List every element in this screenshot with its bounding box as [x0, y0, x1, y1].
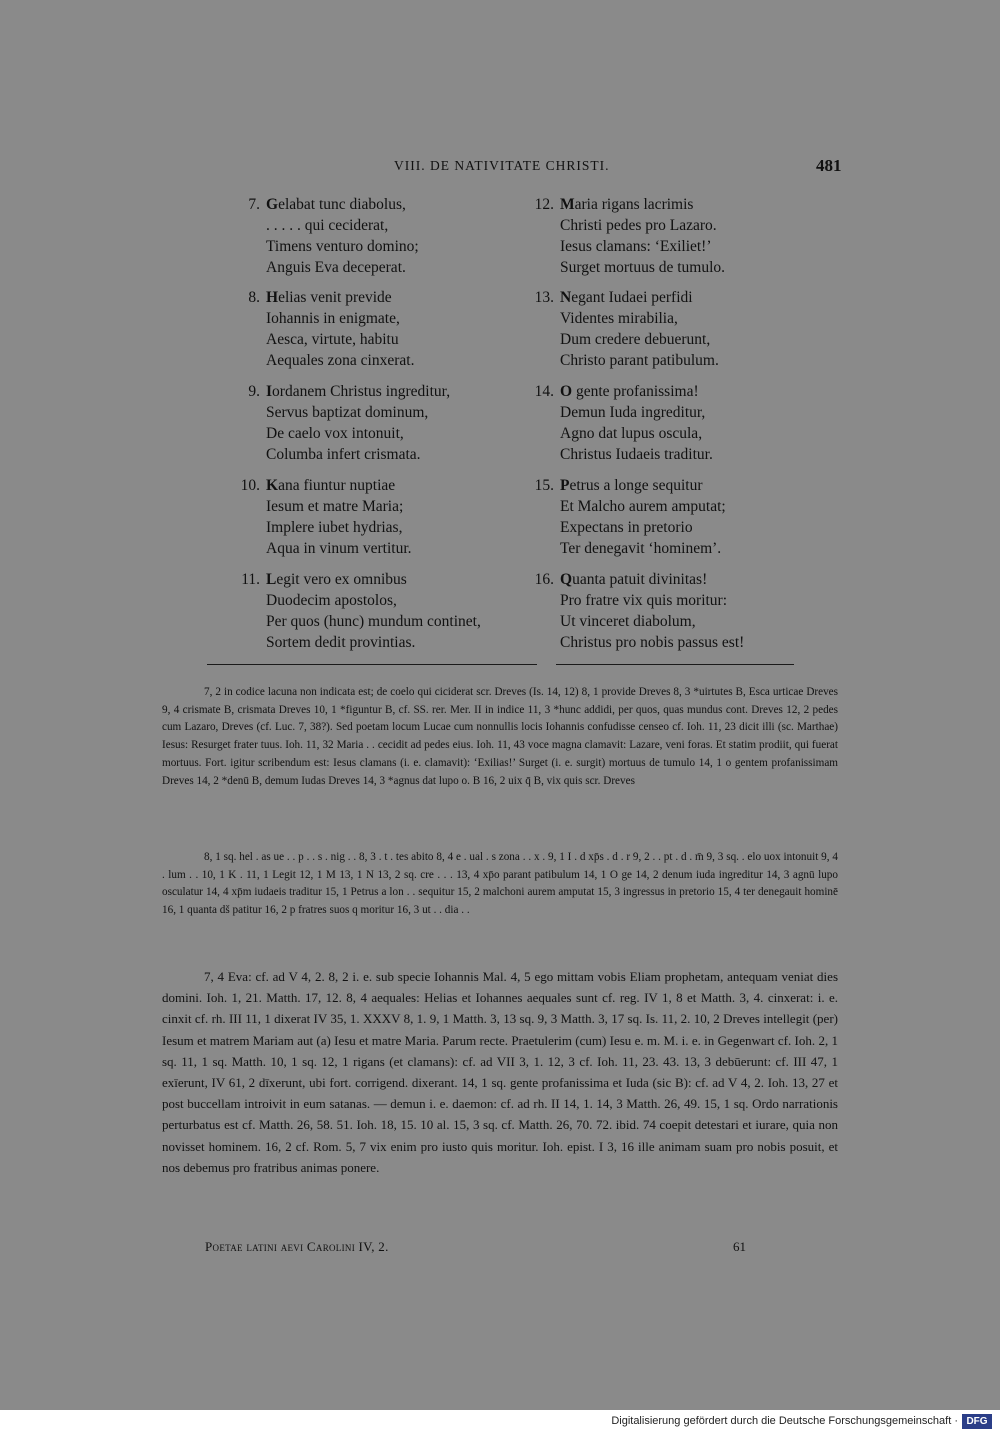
verse-line: Iesus clamans: ‘Exiliet!’ [560, 238, 712, 255]
verse-line: Duodecim apostolos, [266, 592, 397, 609]
running-title: VIII. DE NATIVITATE CHRISTI. [394, 158, 610, 173]
divider-right [556, 664, 794, 665]
notes-text: 7, 4 Eva: cf. ad V 4, 2. 8, 2 i. e. sub specie Iohannis Mal. 4, 5 ego mittam vobis Eliam prophetam, antequam veniat dies domini. Ioh. 1, 21. Matth. 17, 12. 8, 4 aequales: Helias et Iohannes aequales sunt cf. reg. IV 1, 8 et Matth. 3, 4. cinxerat: i. e. cinxit cf. rh. III 11, 1 dixerat IV 35, 1. XXXV 8, 1. 9, 1 Matth. 3, 13 sq. 9, 3 Matth. 3, 17 sq. Is. 11, 2. 10, 2 Dreves intellegit (per) Iesum et matrem Mariam aut (a) Iesu et matre Maria. Parum recte. Praetulerim (cum) Iesu e. m. M. i. e. in Gegenwart cf. Ioh. 2, 1 sq. 11, 1 sq. Matth. 10, 1 sq. 12, 1 rigans (et clamans): cf. ad VII 3, 1. 12, 3 cf. Ioh. 11, 23. 43. 13, 3 debūerunt: cf. III 47, 1 exīerunt, IV 61, 2 dīxerunt, ubi fort. corrigend. dixerant. 14, 1 sq. gente profanissima et Iuda (sic B): cf. ad V 4, 2. Ioh. 13, 27 et post buccellam introivit in eum satanas. — demun i. e. daemon: cf. ad rh. II 14, 1. 14, 3 Matth. 26, 49. 15, 1 sq. Ordo narrationis perturbatus est cf. Matth. 26, 58. 51. Ioh. 18, 15. 10 al. 15, 3 sq. cf. Matth. 26, 70. 72. ibid. 74 coepit detestari et iurare, quia non novisset hominem. 16, 2 cf. Rom. 5, 7 vix enim pro iusto quis moritur. Ioh. epist. I 3, 16 ille animam suam pro nobis posuit, et nos debemus pro fratribus animas ponere. [162, 969, 838, 1175]
series-title: Poetae latini aevi Carolini IV, 2. [205, 1239, 389, 1254]
verse-line: Christo parant patibulum. [560, 352, 719, 369]
stanza-number: 12. [534, 196, 554, 213]
verse-line: De caelo vox intonuit, [266, 425, 404, 442]
stanza-number: 7. [248, 196, 260, 213]
stanza-number: 11. [241, 571, 260, 588]
verse-line: Videntes mirabilia, [560, 310, 678, 327]
stanza-12 [534, 194, 726, 278]
verse-line: Ter denegavit ‘hominem’. [560, 540, 722, 557]
verse-line: Aequales zona cinxerat. [266, 352, 415, 369]
stanza-number: 13. [534, 289, 554, 306]
stanza-11 [241, 569, 481, 653]
dfg-credit-bar [0, 1410, 1000, 1434]
verse-line: Demun Iuda ingreditur, [560, 404, 706, 421]
verse-line: Sortem dedit provintias. [266, 634, 416, 651]
verse-line: Surget mortuus de tumulo. [560, 259, 726, 276]
verse-line: Negant Iudaei perfidi [560, 289, 693, 306]
page-number: 481 [816, 156, 842, 175]
stanza-number: 15. [534, 477, 554, 494]
verse-line: Christus pro nobis passus est! [560, 634, 745, 651]
divider-left [207, 664, 537, 665]
running-header [0, 158, 1000, 182]
stanza-number: 8. [248, 289, 260, 306]
stanza-8 [248, 287, 415, 371]
verse-line: Legit vero ex omnibus [266, 571, 407, 588]
verse-line: . . . . . qui ceciderat, [266, 217, 389, 234]
verse-line: Expectans in pretorio [560, 519, 693, 536]
verse-line: Gelabat tunc diabolus, [266, 196, 406, 213]
stanza-9 [248, 381, 451, 465]
stanza-number: 16. [534, 571, 554, 588]
verse-line: Pro fratre vix quis moritur: [560, 592, 728, 609]
stanza-15 [534, 475, 726, 559]
verse-line: Aqua in vinum vertitur. [266, 540, 412, 557]
verse-line: Agno dat lupus oscula, [560, 425, 703, 442]
verse-line: Dum credere debuerunt, [560, 331, 711, 348]
manuscript-readings [162, 849, 838, 920]
verse-line: Implere iubet hydrias, [266, 519, 403, 536]
commentary-notes [162, 966, 838, 1178]
critical-apparatus [162, 684, 838, 790]
verse-line: Per quos (hunc) mundum continet, [266, 613, 481, 630]
verse-line: Anguis Eva deceperat. [266, 259, 406, 276]
verse-line: Columba infert crismata. [266, 446, 421, 463]
verse-line: Et Malcho aurem amputat; [560, 498, 726, 515]
stanza-7 [248, 194, 419, 278]
verse-line: Iordanem Christus ingreditur, [266, 383, 451, 400]
verse-line: O gente profanissima! [560, 383, 699, 400]
verse-line: Aesca, virtute, habitu [266, 331, 399, 348]
verse-line: Christus Iudaeis traditur. [560, 446, 713, 463]
verse-line: Petrus a longe sequitur [560, 477, 703, 494]
verse-line: Iohannis in enigmate, [266, 310, 400, 327]
stanza-14 [534, 381, 713, 465]
verse-line: Servus baptizat dominum, [266, 404, 429, 421]
stanza-number: 9. [248, 383, 260, 400]
verse-line: Ut vinceret diabolum, [560, 613, 696, 630]
dfg-credit-text: Digitalisierung gefördert durch die Deutsche Forschungsgemeinschaft · [611, 1415, 958, 1427]
stanza-16 [534, 569, 745, 653]
dfg-logo[interactable]: DFG [962, 1414, 992, 1429]
stanza-13 [534, 287, 719, 371]
verse-line: Maria rigans lacrimis [560, 196, 694, 213]
stanza-10 [240, 475, 412, 559]
verse-line: Helias venit previde [266, 289, 392, 306]
verse-line: Iesum et matre Maria; [266, 498, 404, 515]
verse-line: Quanta patuit divinitas! [560, 571, 708, 588]
stanza-number: 10. [240, 477, 260, 494]
verse-line: Kana fiuntur nuptiae [266, 477, 396, 494]
stanza-number: 14. [534, 383, 554, 400]
signature-mark: 61 [733, 1239, 746, 1254]
verse-line: Christi pedes pro Lazaro. [560, 217, 717, 234]
verse-line: Timens venturo domino; [266, 238, 419, 255]
apparatus-text: 7, 2 in codice lacuna non indicata est; de coelo qui ciciderat scr. Dreves (Is. 14, 12) 8, 1 provide Dreves 8, 3 *uirtutes B, Esca urticae Dreves 9, 4 crismate B, crismata Dreves 10, 1 *figuntur B, cf. SS. rer. Mer. II in indice 11, 3 *hunc addidi, per quos, quas mundus cont. Dreves 12, 2 pedes cum Lazaro, Dreves (cf. Luc. 7, 38?). Sed poetam locum Lucae cum nonnullis locis Iohannis confudisse censeo cf. Ioh. 11, 23 dicit illi (sc. Marthae) Iesus: Resurget frater tuus. Ioh. 11, 32 Maria . . cecidit ad pedes eius. Ioh. 11, 43 voce magna clamavit: Lazare, veni foras. Et statim prodiit, qui fuerat mortuus. Fort. igitur scribendum est: Iesus clamans (i. e. clamavit): ‘Exilias!’ Surget (i. e. surgit) mortuus de tumulo 14, 1 o gentem profanissimam Dreves 14, 2 *denū B, demum Iudas Dreves 14, 3 *agnus dat lupo o. B 16, 2 uix q̄ B, vix quis scr. Dreves [162, 686, 838, 787]
readings-text: 8, 1 sq. hel . as ue . . p . . s . nig . . 8, 3 . t . tes abito 8, 4 e . ual . s zona . . x . 9, 1 I . d xp̄s . d . r 9, 2 . . pt . d . m̄ 9, 3 sq. . elo uox intonuit 9, 4 . lum . . 10, 1 K . 11, 1 Legit 12, 1 M 13, 1 N 13, 2 sq. cre . . . 13, 4 xp̄o parant patibulum 14, 1 O ge 14, 2 denum iuda ingreditur 14, 3 agnū lupo osculatur 14, 4 xp̄m iudaeis traditur 15, 1 Petrus a lon . . sequitur 15, 2 malchoni aurem amputat 15, 3 ingressus in pretorio 15, 4 ter denegauit hominē 16, 1 quanta dš patitur 16, 2 p fratres suos q moritur 16, 3 ut . . dia . . [162, 851, 838, 917]
